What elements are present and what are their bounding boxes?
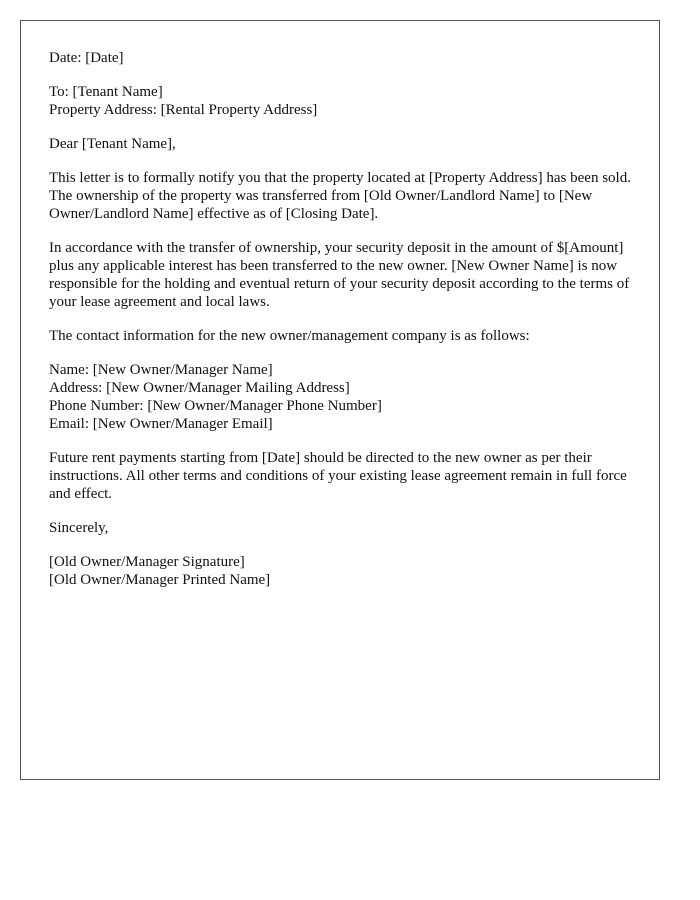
contact-name: Name: [New Owner/Manager Name]	[49, 362, 273, 378]
date-line: Date: [Date]	[49, 50, 124, 66]
letter-page	[20, 20, 660, 780]
paragraph-contact-intro	[49, 327, 639, 345]
salutation: Dear [Tenant Name],	[49, 136, 176, 152]
paragraph-deposit	[49, 239, 639, 311]
recipient-block	[49, 83, 639, 119]
paragraph-3: The contact information for the new owner/management company is as follows:	[49, 328, 530, 344]
signature: [Old Owner/Manager Signature]	[49, 554, 245, 570]
paragraph-2: In accordance with the transfer of ownership, your security deposit in the amount of $[Amount] plus any applicable interest has been transferred to the new owner. [New Owner Name] is now responsible for the holding and eventual return of your security deposit according to the terms of your lease agreement and local laws.	[49, 240, 630, 310]
contact-info-block	[49, 361, 639, 433]
closing-block	[49, 519, 639, 537]
signature-block	[49, 553, 639, 589]
printed-name: [Old Owner/Manager Printed Name]	[49, 572, 271, 588]
property-address-line: Property Address: [Rental Property Address]	[49, 102, 318, 118]
salutation-block	[49, 135, 639, 153]
letter-content	[49, 49, 639, 605]
contact-phone: Phone Number: [New Owner/Manager Phone Number]	[49, 398, 382, 414]
paragraph-4: Future rent payments starting from [Date] should be directed to the new owner as per their instructions. All other terms and conditions of your existing lease agreement remain in full force and effect.	[49, 450, 627, 502]
to-line: To: [Tenant Name]	[49, 84, 163, 100]
paragraph-1: This letter is to formally notify you that the property located at [Property Address] has been sold. The ownership of the property was transferred from [Old Owner/Landlord Name] to [New Owner/Landlord Name] effective as of [Closing Date].	[49, 170, 631, 222]
closing: Sincerely,	[49, 520, 109, 536]
contact-email: Email: [New Owner/Manager Email]	[49, 416, 273, 432]
date-block	[49, 49, 639, 67]
contact-address: Address: [New Owner/Manager Mailing Address]	[49, 380, 350, 396]
paragraph-rent-payments	[49, 449, 639, 503]
paragraph-sale-notice	[49, 169, 639, 223]
